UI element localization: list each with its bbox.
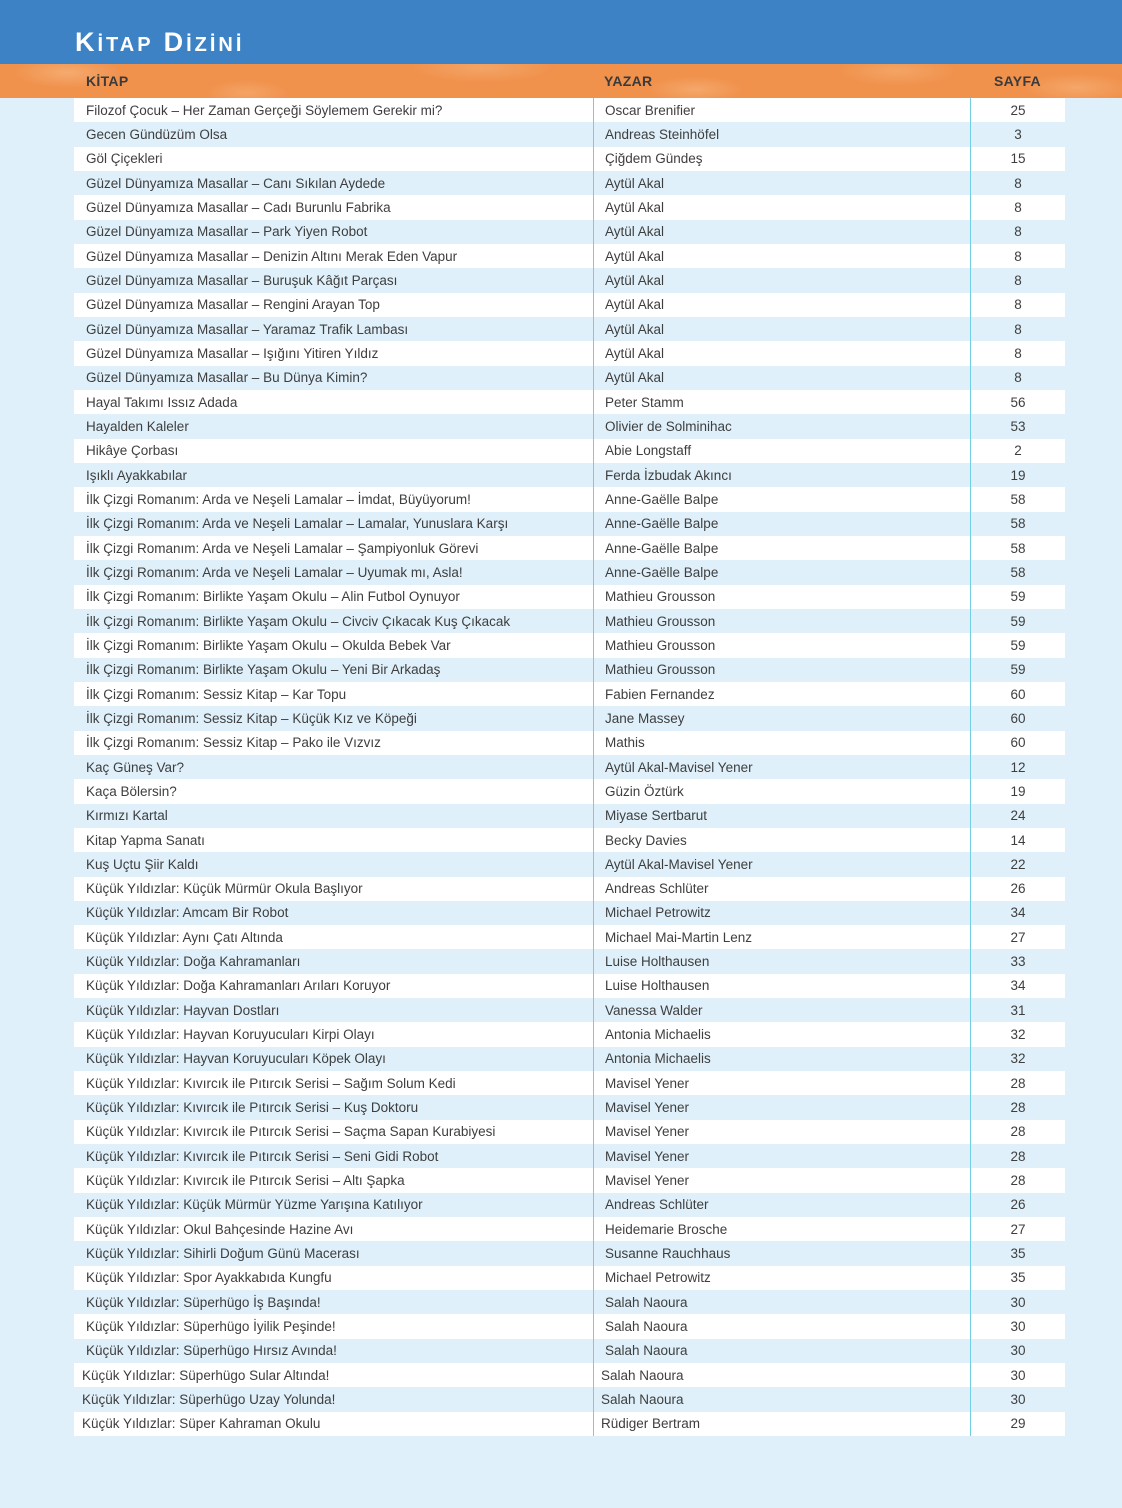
table-row [74, 1314, 1065, 1338]
author-cell: Salah Naoura [593, 1339, 970, 1363]
page-number-cell: 24 [970, 804, 1065, 828]
table-row [74, 609, 1065, 633]
book-title-cell: Kırmızı Kartal [86, 808, 168, 824]
book-title-cell: Göl Çiçekleri [86, 151, 163, 167]
table-row [74, 1387, 1065, 1411]
table-row [74, 487, 1065, 511]
table-row [74, 1144, 1065, 1168]
table-row [74, 804, 1065, 828]
book-title-cell: Hayalden Kaleler [86, 418, 189, 434]
author-cell: Mavisel Yener [593, 1120, 970, 1144]
table-row [74, 560, 1065, 584]
table-row [74, 949, 1065, 973]
page-number-cell: 34 [970, 974, 1065, 998]
page-number-cell: 28 [970, 1168, 1065, 1192]
book-title-cell: Küçük Yıldızlar: Sihirli Doğum Günü Macerası [86, 1246, 360, 1262]
book-title-cell: İlk Çizgi Romanım: Arda ve Neşeli Lamalar – İmdat, Büyüyorum! [86, 491, 471, 507]
table-row [74, 147, 1065, 171]
title-word-initial: D [163, 27, 187, 57]
book-title-cell: Küçük Yıldızlar: Kıvırcık ile Pıtırcık Serisi – Seni Gidi Robot [86, 1148, 439, 1164]
table-row [74, 1290, 1065, 1314]
book-title-cell: Küçük Yıldızlar: Süperhügo Sular Altında! [82, 1367, 330, 1383]
table-row [74, 1071, 1065, 1095]
page-number-cell: 30 [970, 1387, 1065, 1411]
page-number-cell: 19 [970, 463, 1065, 487]
page-number-cell: 35 [970, 1241, 1065, 1265]
author-cell: Luise Holthausen [593, 949, 970, 973]
author-cell: Aytül Akal-Mavisel Yener [593, 852, 970, 876]
page-number-cell: 56 [970, 390, 1065, 414]
page-number-cell: 8 [970, 341, 1065, 365]
page-number-cell: 22 [970, 852, 1065, 876]
book-title-cell: İlk Çizgi Romanım: Sessiz Kitap – Kar Topu [86, 686, 347, 702]
page-number-cell: 30 [970, 1290, 1065, 1314]
book-title-cell: Küçük Yıldızlar: Kıvırcık ile Pıtırcık Serisi – Altı Şapka [86, 1173, 405, 1189]
table-row [74, 463, 1065, 487]
page-number-cell: 30 [970, 1314, 1065, 1338]
author-cell: Salah Naoura [593, 1363, 970, 1387]
table-row [74, 512, 1065, 536]
page-number-cell: 59 [970, 585, 1065, 609]
author-cell: Jane Massey [593, 706, 970, 730]
page-number-cell: 19 [970, 779, 1065, 803]
book-title-cell: Küçük Yıldızlar: Amcam Bir Robot [86, 905, 289, 921]
table-row [74, 366, 1065, 390]
table-row [74, 1266, 1065, 1290]
author-cell: Mavisel Yener [593, 1144, 970, 1168]
page-number-cell: 8 [970, 244, 1065, 268]
book-title-cell: Küçük Yıldızlar: Spor Ayakkabıda Kungfu [86, 1270, 332, 1286]
table-row [74, 1095, 1065, 1119]
page-number-cell: 60 [970, 682, 1065, 706]
book-title-cell: Kuş Uçtu Şiir Kaldı [86, 856, 199, 872]
author-cell: Aytül Akal [593, 220, 970, 244]
author-cell: Michael Petrowitz [593, 901, 970, 925]
table-row [74, 682, 1065, 706]
table-row [74, 633, 1065, 657]
page-number-cell: 58 [970, 512, 1065, 536]
table-row [74, 1339, 1065, 1363]
book-title-cell: Küçük Yıldızlar: Küçük Mürmür Yüzme Yarışına Katılıyor [86, 1197, 423, 1213]
page-number-cell: 8 [970, 268, 1065, 292]
table-row [74, 244, 1065, 268]
page-header-banner [0, 0, 1122, 64]
author-cell: Anne-Gaëlle Balpe [593, 536, 970, 560]
book-title-cell: Küçük Yıldızlar: Süper Kahraman Okulu [82, 1416, 321, 1432]
page-number-cell: 8 [970, 317, 1065, 341]
book-title-cell: Küçük Yıldızlar: Kıvırcık ile Pıtırcık Serisi – Kuş Doktoru [86, 1100, 419, 1116]
table-row [74, 293, 1065, 317]
table-row [74, 1412, 1065, 1436]
author-cell: Heidemarie Brosche [593, 1217, 970, 1241]
book-title-cell: Kitap Yapma Sanatı [86, 832, 205, 848]
book-title-cell: Küçük Yıldızlar: Aynı Çatı Altında [86, 929, 283, 945]
page-number-cell: 3 [970, 122, 1065, 146]
author-cell: Aytül Akal-Mavisel Yener [593, 755, 970, 779]
author-cell: Fabien Fernandez [593, 682, 970, 706]
page-number-cell: 53 [970, 414, 1065, 438]
author-cell: Mathis [593, 731, 970, 755]
table-row [74, 658, 1065, 682]
table-row [74, 1022, 1065, 1046]
book-title-cell: Güzel Dünyamıza Masallar – Bu Dünya Kimin? [86, 370, 368, 386]
author-cell: Aytül Akal [593, 171, 970, 195]
book-title-cell: İlk Çizgi Romanım: Birlikte Yaşam Okulu – Civciv Çıkacak Kuş Çıkacak [86, 613, 511, 629]
book-title-cell: Küçük Yıldızlar: Süperhügo Hırsız Avında! [86, 1343, 337, 1359]
table-row [74, 779, 1065, 803]
table-row [74, 98, 1065, 122]
author-cell: Antonia Michaelis [593, 1022, 970, 1046]
table-row [74, 268, 1065, 292]
page-number-cell: 14 [970, 828, 1065, 852]
page-number-cell: 15 [970, 147, 1065, 171]
page-number-cell: 26 [970, 877, 1065, 901]
book-title-cell: Küçük Yıldızlar: Okul Bahçesinde Hazine Avı [86, 1221, 354, 1237]
table-row [74, 877, 1065, 901]
table-row [74, 731, 1065, 755]
book-title-cell: Filozof Çocuk – Her Zaman Gerçeği Söylemem Gerekir mi? [86, 102, 443, 118]
book-title-cell: Güzel Dünyamıza Masallar – Canı Sıkılan Aydede [86, 175, 386, 191]
author-cell: Abie Longstaff [593, 439, 970, 463]
author-cell: Peter Stamm [593, 390, 970, 414]
book-title-cell: İlk Çizgi Romanım: Sessiz Kitap – Pako ile Vızvız [86, 735, 381, 751]
author-cell: Salah Naoura [593, 1387, 970, 1411]
author-cell: Anne-Gaëlle Balpe [593, 560, 970, 584]
author-cell: Aytül Akal [593, 293, 970, 317]
page-number-cell: 2 [970, 439, 1065, 463]
page-number-cell: 35 [970, 1266, 1065, 1290]
table-row [74, 317, 1065, 341]
column-header-yazar: YAZAR [604, 73, 653, 89]
author-cell: Michael Mai-Martin Lenz [593, 925, 970, 949]
table-row [74, 536, 1065, 560]
page-number-cell: 30 [970, 1339, 1065, 1363]
book-title-cell: Güzel Dünyamıza Masallar – Yaramaz Trafik Lambası [86, 321, 409, 337]
page-number-cell: 27 [970, 1217, 1065, 1241]
page-number-cell: 27 [970, 925, 1065, 949]
author-cell: Antonia Michaelis [593, 1047, 970, 1071]
book-title-cell: Küçük Yıldızlar: Kıvırcık ile Pıtırcık Serisi – Sağım Solum Kedi [86, 1075, 456, 1091]
author-cell: Aytül Akal [593, 317, 970, 341]
table-row [74, 585, 1065, 609]
table-row [74, 220, 1065, 244]
table-column-header-band [0, 64, 1122, 98]
table-row [74, 925, 1065, 949]
page-number-cell: 59 [970, 633, 1065, 657]
book-title-cell: İlk Çizgi Romanım: Sessiz Kitap – Küçük Kız ve Köpeği [86, 710, 417, 726]
book-title-cell: Küçük Yıldızlar: Doğa Kahramanları Arıları Koruyor [86, 978, 391, 994]
book-title-cell: Küçük Yıldızlar: Süperhügo Uzay Yolunda! [82, 1392, 336, 1408]
column-header-kitap: KİTAP [86, 73, 129, 89]
column-header-sayfa: SAYFA [994, 73, 1041, 89]
author-cell: Ferda İzbudak Akıncı [593, 463, 970, 487]
page-number-cell: 12 [970, 755, 1065, 779]
author-cell: Aytül Akal [593, 244, 970, 268]
author-cell: Michael Petrowitz [593, 1266, 970, 1290]
page-number-cell: 28 [970, 1120, 1065, 1144]
page-number-cell: 59 [970, 609, 1065, 633]
author-cell: Mathieu Grousson [593, 609, 970, 633]
book-title-cell: Kaça Bölersin? [86, 783, 177, 799]
book-title-cell: Küçük Yıldızlar: Hayvan Koruyucuları Köpek Olayı [86, 1051, 386, 1067]
author-cell: Andreas Schlüter [593, 1193, 970, 1217]
page-number-cell: 60 [970, 731, 1065, 755]
author-cell: Miyase Sertbarut [593, 804, 970, 828]
author-cell: Mathieu Grousson [593, 658, 970, 682]
table-row [74, 852, 1065, 876]
book-index-table [74, 98, 1065, 1436]
book-title-cell: İlk Çizgi Romanım: Arda ve Neşeli Lamalar – Şampiyonluk Görevi [86, 540, 479, 556]
author-cell: Mavisel Yener [593, 1168, 970, 1192]
table-row [74, 998, 1065, 1022]
table-row [74, 439, 1065, 463]
table-row [74, 122, 1065, 146]
book-title-cell: İlk Çizgi Romanım: Birlikte Yaşam Okulu – Yeni Bir Arkadaş [86, 662, 441, 678]
table-row [74, 828, 1065, 852]
table-row [74, 1241, 1065, 1265]
author-cell: Susanne Rauchhaus [593, 1241, 970, 1265]
author-cell: Çiğdem Gündeş [593, 147, 970, 171]
author-cell: Anne-Gaëlle Balpe [593, 512, 970, 536]
book-title-cell: Güzel Dünyamıza Masallar – Cadı Burunlu Fabrika [86, 199, 391, 215]
book-title-cell: Küçük Yıldızlar: Hayvan Dostları [86, 1002, 280, 1018]
title-word-rest: İTAP [97, 34, 154, 56]
table-row [74, 974, 1065, 998]
author-cell: Salah Naoura [593, 1314, 970, 1338]
book-title-cell: İlk Çizgi Romanım: Birlikte Yaşam Okulu – Okulda Bebek Var [86, 637, 451, 653]
page-number-cell: 28 [970, 1144, 1065, 1168]
page-number-cell: 58 [970, 536, 1065, 560]
author-cell: Salah Naoura [593, 1290, 970, 1314]
author-cell: Vanessa Walder [593, 998, 970, 1022]
book-title-cell: Güzel Dünyamıza Masallar – Buruşuk Kâğıt Parçası [86, 272, 398, 288]
table-row [74, 171, 1065, 195]
page-number-cell: 29 [970, 1412, 1065, 1436]
book-title-cell: Güzel Dünyamıza Masallar – Denizin Altını Merak Eden Vapur [86, 248, 458, 264]
page-number-cell: 8 [970, 195, 1065, 219]
table-row [74, 390, 1065, 414]
page-number-cell: 30 [970, 1363, 1065, 1387]
page-number-cell: 31 [970, 998, 1065, 1022]
book-title-cell: İlk Çizgi Romanım: Arda ve Neşeli Lamalar – Uyumak mı, Asla! [86, 564, 463, 580]
page-number-cell: 8 [970, 171, 1065, 195]
book-title-cell: Küçük Yıldızlar: Süperhügo İş Başında! [86, 1294, 321, 1310]
page-number-cell: 32 [970, 1022, 1065, 1046]
author-cell: Andreas Steinhöfel [593, 122, 970, 146]
book-title-cell: Gecen Gündüzüm Olsa [86, 126, 228, 142]
page-number-cell: 33 [970, 949, 1065, 973]
author-cell: Aytül Akal [593, 268, 970, 292]
book-title-cell: Küçük Yıldızlar: Kıvırcık ile Pıtırcık Serisi – Saçma Sapan Kurabiyesi [86, 1124, 496, 1140]
book-title-cell: Güzel Dünyamıza Masallar – Işığını Yitiren Yıldız [86, 345, 379, 361]
table-row [74, 706, 1065, 730]
table-row [74, 1168, 1065, 1192]
page-number-cell: 8 [970, 293, 1065, 317]
author-cell: Andreas Schlüter [593, 877, 970, 901]
title-word-initial: K [75, 27, 98, 57]
table-row [74, 414, 1065, 438]
page-number-cell: 8 [970, 220, 1065, 244]
page-number-cell: 32 [970, 1047, 1065, 1071]
author-cell: Luise Holthausen [593, 974, 970, 998]
author-cell: Olivier de Solminihac [593, 414, 970, 438]
book-title-cell: Küçük Yıldızlar: Hayvan Koruyucuları Kirpi Olayı [86, 1027, 375, 1043]
page-number-cell: 58 [970, 560, 1065, 584]
book-title-cell: İlk Çizgi Romanım: Arda ve Neşeli Lamalar – Lamalar, Yunuslara Karşı [86, 516, 509, 532]
page-number-cell: 25 [970, 98, 1065, 122]
table-row [74, 1193, 1065, 1217]
book-title-cell: Güzel Dünyamıza Masallar – Park Yiyen Robot [86, 224, 368, 240]
table-row [74, 755, 1065, 779]
author-cell: Aytül Akal [593, 341, 970, 365]
page-number-cell: 26 [970, 1193, 1065, 1217]
page-number-cell: 34 [970, 901, 1065, 925]
author-cell: Aytül Akal [593, 366, 970, 390]
book-title-cell: Hikâye Çorbası [86, 443, 179, 459]
author-cell: Oscar Brenifier [593, 98, 970, 122]
author-cell: Mavisel Yener [593, 1071, 970, 1095]
page-number-cell: 8 [970, 366, 1065, 390]
book-title-cell: Hayal Takımı Issız Adada [86, 394, 238, 410]
table-row [74, 1120, 1065, 1144]
table-row [74, 341, 1065, 365]
page-number-cell: 28 [970, 1071, 1065, 1095]
page-number-cell: 58 [970, 487, 1065, 511]
page-number-cell: 28 [970, 1095, 1065, 1119]
author-cell: Mathieu Grousson [593, 585, 970, 609]
author-cell: Anne-Gaëlle Balpe [593, 487, 970, 511]
book-title-cell: Güzel Dünyamıza Masallar – Rengini Arayan Top [86, 297, 380, 313]
author-cell: Becky Davies [593, 828, 970, 852]
book-title-cell: Küçük Yıldızlar: Küçük Mürmür Okula Başlıyor [86, 881, 363, 897]
page-title [75, 29, 244, 56]
book-title-cell: Küçük Yıldızlar: Doğa Kahramanları [86, 954, 301, 970]
book-title-cell: Küçük Yıldızlar: Süperhügo İyilik Peşinde! [86, 1319, 336, 1335]
author-cell: Mathieu Grousson [593, 633, 970, 657]
book-title-cell: Işıklı Ayakkabılar [86, 467, 188, 483]
book-title-cell: İlk Çizgi Romanım: Birlikte Yaşam Okulu – Alin Futbol Oynuyor [86, 589, 460, 605]
book-title-cell: Kaç Güneş Var? [86, 759, 185, 775]
author-cell: Aytül Akal [593, 195, 970, 219]
table-row [74, 195, 1065, 219]
page-number-cell: 60 [970, 706, 1065, 730]
author-cell: Güzin Öztürk [593, 779, 970, 803]
table-row [74, 1363, 1065, 1387]
table-row [74, 901, 1065, 925]
table-row [74, 1217, 1065, 1241]
page-number-cell: 59 [970, 658, 1065, 682]
author-cell: Mavisel Yener [593, 1095, 970, 1119]
table-row [74, 1047, 1065, 1071]
title-word-rest: İZİNİ [186, 34, 245, 56]
author-cell: Rüdiger Bertram [593, 1412, 970, 1436]
